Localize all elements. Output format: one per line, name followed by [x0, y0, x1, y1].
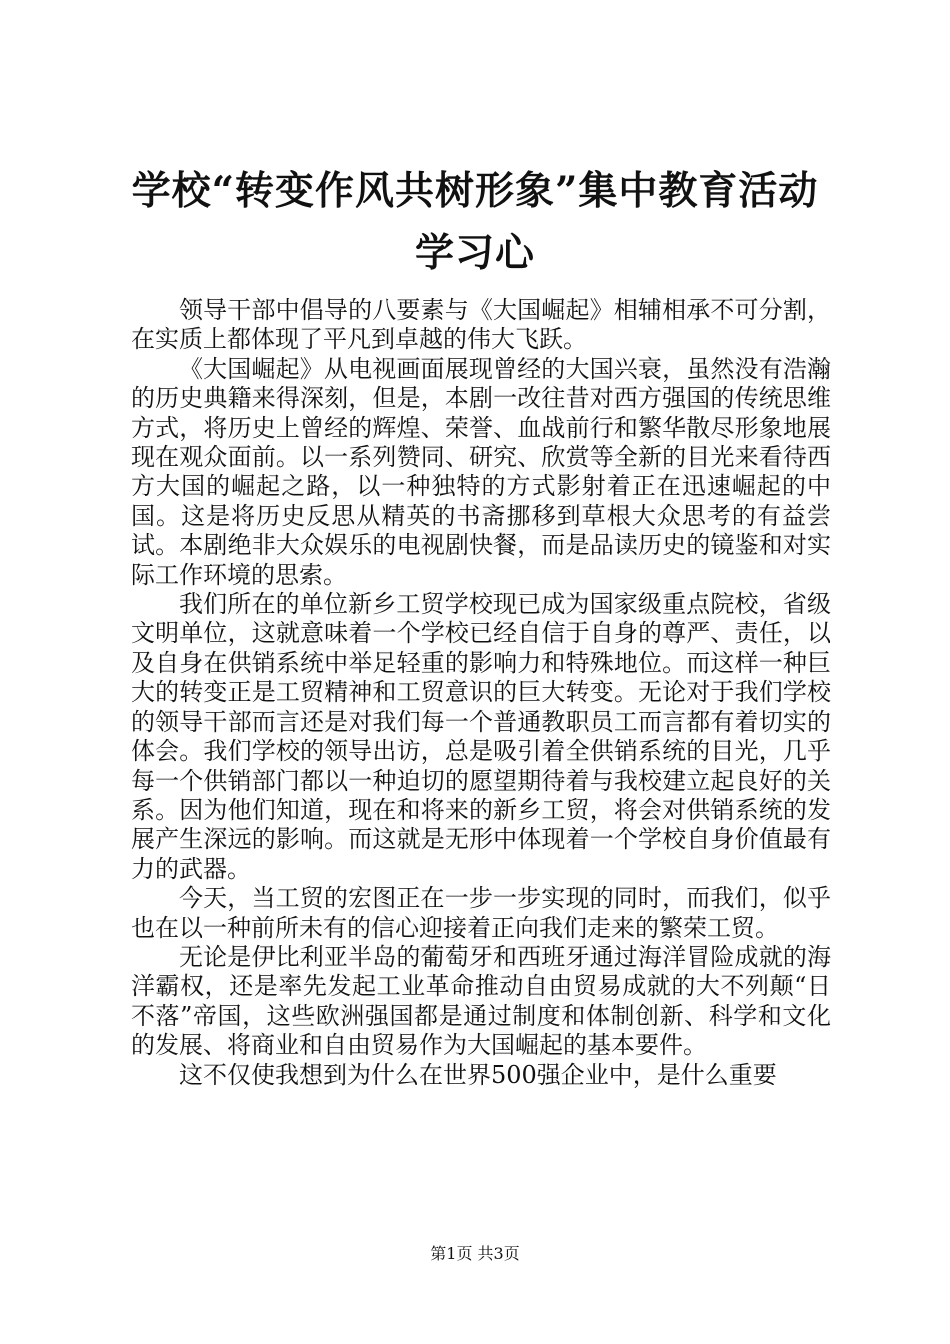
paragraph: 无论是伊比利亚半岛的葡萄牙和西班牙通过海洋冒险成就的海洋霸权，还是率先发起工业革命推动自由贸易成就的大不列颠“日不落”帝国，这些欧洲强国都是通过制度和体制创新、科学和文化的发展、将商业和自由贸易作为大国崛起的基本要件。: [131, 942, 831, 1060]
page-number-footer: 第1页 共3页: [430, 1244, 520, 1263]
document-title: 学校“转变作风共树形象”集中教育活动学习心: [131, 168, 819, 276]
paragraph: 这不仅使我想到为什么在世界500强企业中，是什么重要: [179, 1060, 777, 1089]
paragraph: 我们所在的单位新乡工贸学校现已成为国家级重点院校，省级文明单位，这就意味着一个学校已经自信于自身的尊严、责任，以及自身在供销系统中举足轻重的影响力和特殊地位。而这样一种巨大的转变正是工贸精神和工贸意识的巨大转变。无论对于我们学校的领导干部而言还是对我们每一个普通教职员工而言都有着切实的体会。我们学校的领导出访，总是吸引着全供销系统的目光，几乎每一个供销部门都以一种迫切的愿望期待着与我校建立起良好的关系。因为他们知道，现在和将来的新乡工贸，将会对供销系统的发展产生深远的影响。而这就是无形中体现着一个学校自身价值最有力的武器。: [131, 590, 831, 883]
paragraph: 《大国崛起》从电视画面展现曾经的大国兴衰，虽然没有浩瀚的历史典籍来得深刻，但是，本剧一改往昔对西方强国的传统思维方式，将历史上曾经的辉煌、荣誉、血战前行和繁华散尽形象地展现在观众面前。以一系列赞同、研究、欣赏等全新的目光来看待西方大国的崛起之路，以一种独特的方式影射着正在迅速崛起的中国。这是将历史反思从精英的书斋挪移到草根大众思考的有益尝试。本剧绝非大众娱乐的电视剧快餐，而是品读历史的镜鉴和对实际工作环境的思索。: [131, 354, 831, 589]
document-body: [131, 296, 831, 1090]
paragraph: 领导干部中倡导的八要素与《大国崛起》相辅相承不可分割，在实质上都体现了平凡到卓越的伟大飞跃。: [131, 296, 831, 354]
paragraph: 今天，当工贸的宏图正在一步一步实现的同时，而我们，似乎也在以一种前所未有的信心迎接着正向我们走来的繁荣工贸。: [131, 884, 831, 942]
